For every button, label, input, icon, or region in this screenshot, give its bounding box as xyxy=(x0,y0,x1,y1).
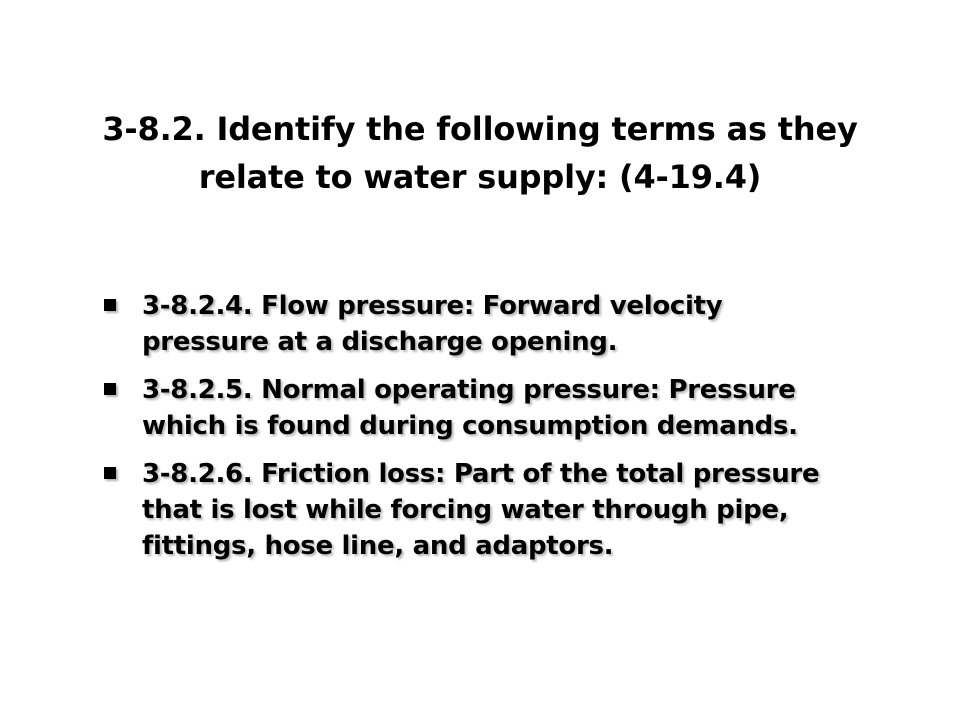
bullet-item-normal-operating-pressure xyxy=(100,372,900,444)
square-bullet-icon xyxy=(104,299,116,311)
slide-title xyxy=(80,105,880,201)
bullet-text-line: which is found during consumption demands. xyxy=(142,411,798,441)
slide-title-line: 3-8.2. Identify the following terms as they xyxy=(102,110,858,149)
bullet-text-line: fittings, hose line, and adaptors. xyxy=(142,531,614,561)
bullet-text-line: pressure at a discharge opening. xyxy=(142,327,618,357)
bullet-item-flow-pressure xyxy=(100,288,900,360)
bullet-text-line: 3-8.2.6. Friction loss: Part of the total pressure xyxy=(142,459,820,489)
bullet-item-friction-loss xyxy=(100,456,900,564)
slide-title-line: relate to water supply: (4-19.4) xyxy=(198,158,762,197)
square-bullet-icon xyxy=(104,467,116,479)
bullet-text-line: that is lost while forcing water through pipe, xyxy=(142,495,789,525)
bullet-text-line: 3-8.2.4. Flow pressure: Forward velocity xyxy=(142,291,723,321)
bullet-list xyxy=(100,288,900,564)
square-bullet-icon xyxy=(104,383,116,395)
bullet-text-line: 3-8.2.5. Normal operating pressure: Pressure xyxy=(142,375,796,405)
